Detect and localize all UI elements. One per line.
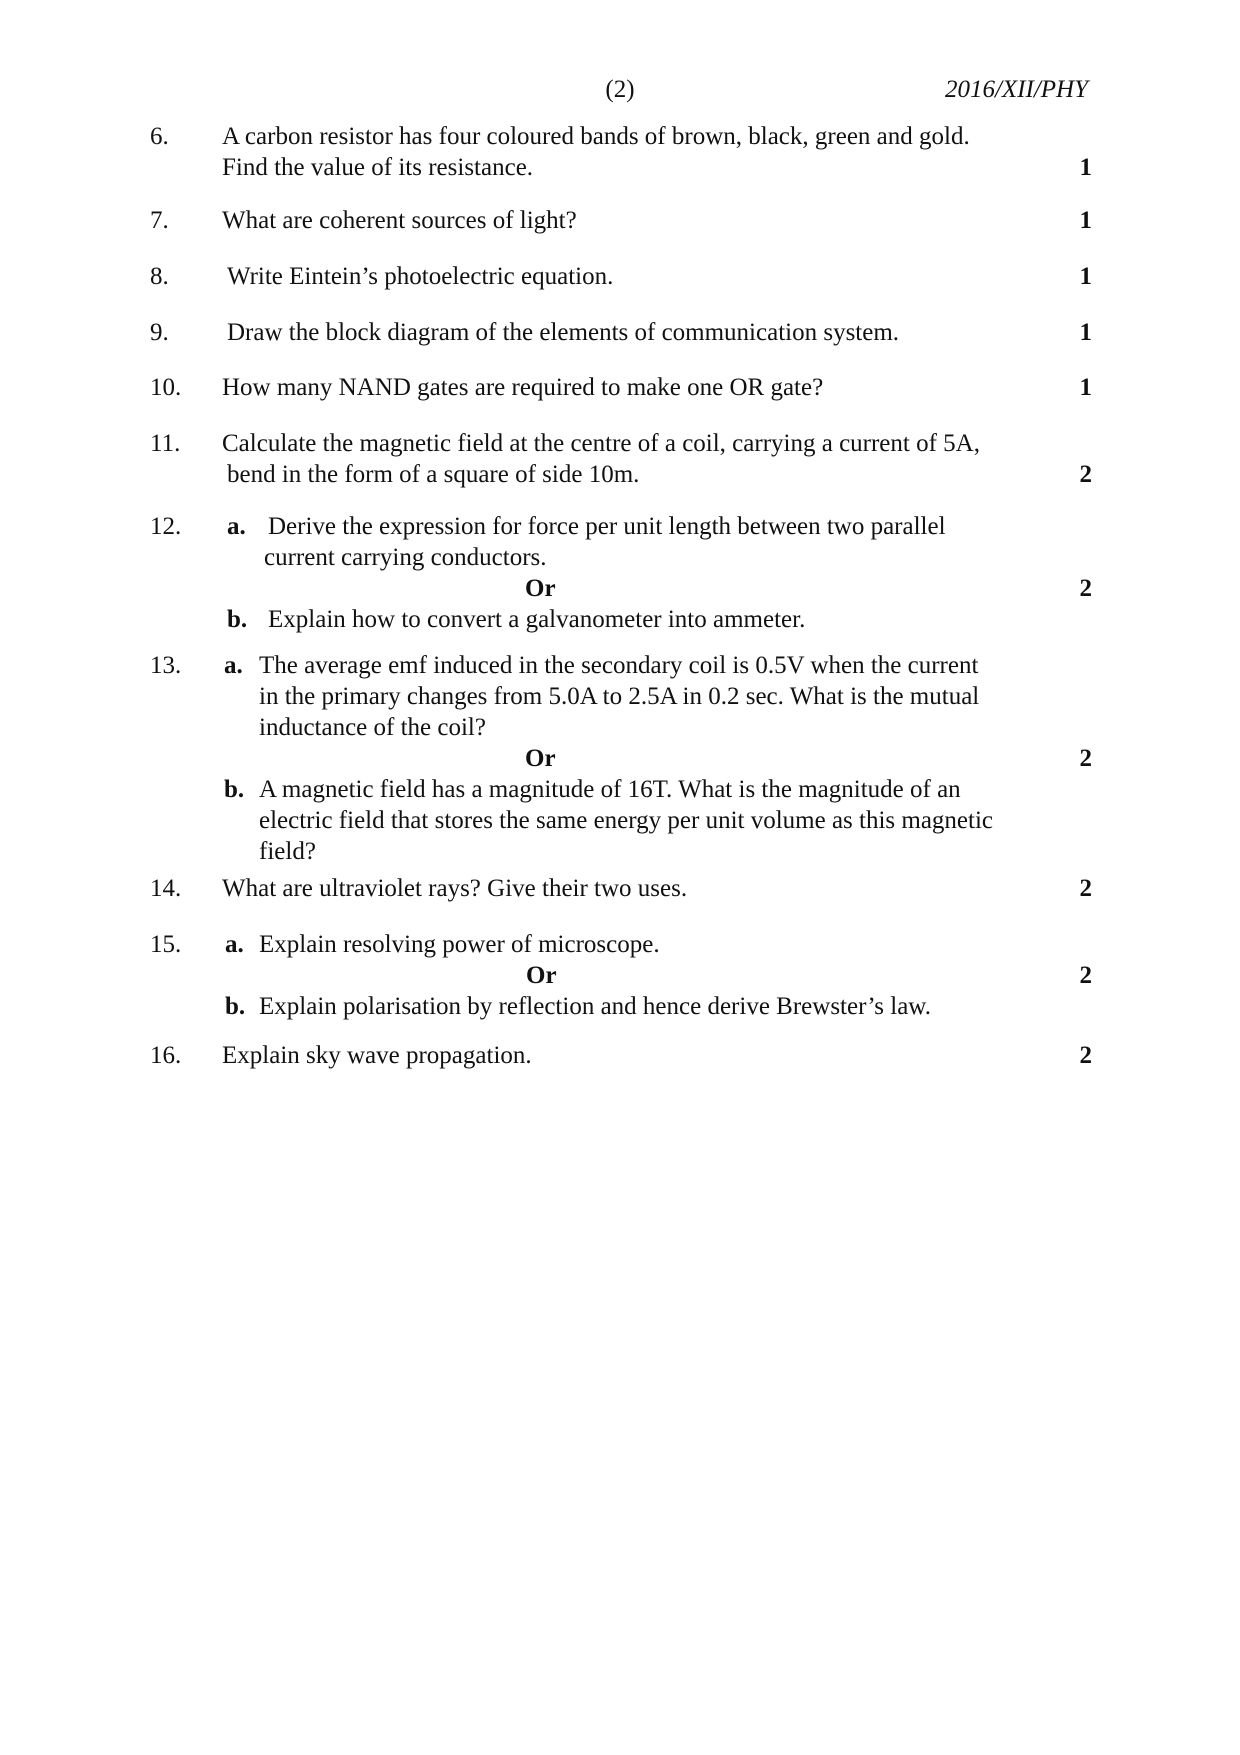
part-b-text: A magnetic field has a magnitude of 16T. What is the magnitude of an electric field that stores the same energy per unit volume as this magnetic field?	[259, 776, 994, 865]
question-number: 16.	[150, 1042, 182, 1069]
part-b-text: Explain how to convert a galvanometer into ammeter.	[268, 606, 806, 633]
part-b-label: b.	[227, 606, 248, 633]
part-a-text: The average emf induced in the secondary coil is 0.5V when the current in the primary changes from 5.0A to 2.5A in 0.2 sec. What is the mutual inductance of the coil?	[259, 652, 980, 741]
question-marks: 2	[1079, 745, 1092, 772]
or-separator: Or	[526, 962, 557, 989]
question-text: How many NAND gates are required to make one OR gate?	[222, 374, 824, 401]
question-number: 6.	[150, 123, 169, 150]
question-marks: 2	[1079, 962, 1092, 989]
question-marks: 2	[1079, 461, 1092, 488]
question-number: 15.	[150, 931, 182, 958]
question-marks: 1	[1079, 207, 1092, 234]
part-b-label: b.	[225, 993, 246, 1020]
question-text: Write Eintein’s photoelectric equation.	[227, 263, 614, 290]
part-a-label: a.	[224, 652, 243, 679]
question-text: Draw the block diagram of the elements of communication system.	[227, 319, 900, 346]
question-marks: 2	[1079, 875, 1092, 902]
part-a-text: Explain resolving power of microscope.	[259, 931, 660, 958]
part-a-text: Derive the expression for force per unit length between two parallel current carrying conductors.	[264, 513, 946, 571]
question-text: Explain sky wave propagation.	[222, 1042, 532, 1069]
part-a-label: a.	[225, 931, 244, 958]
question-number: 7.	[150, 207, 169, 234]
question-number: 12.	[150, 513, 182, 540]
question-text: Calculate the magnetic field at the centre of a coil, carrying a current of 5A, bend in the form of a square of side 10m.	[222, 430, 980, 488]
question-text: What are ultraviolet rays? Give their two uses.	[222, 875, 688, 902]
question-number: 13.	[150, 652, 182, 679]
question-marks: 1	[1079, 263, 1092, 290]
question-text: A carbon resistor has four coloured bands of brown, black, green and gold. Find the value of its resistance.	[222, 123, 970, 181]
part-a-label: a.	[227, 513, 246, 540]
or-separator: Or	[525, 745, 556, 772]
question-number: 11.	[150, 430, 181, 457]
question-marks: 1	[1079, 374, 1092, 401]
question-marks: 1	[1079, 154, 1092, 181]
question-marks: 2	[1079, 1042, 1092, 1069]
question-number: 8.	[150, 263, 169, 290]
part-b-label: b.	[224, 776, 245, 803]
or-separator: Or	[525, 575, 556, 602]
question-marks: 1	[1079, 319, 1092, 346]
question-number: 14.	[150, 875, 182, 902]
page-number: (2)	[605, 76, 635, 103]
question-marks: 2	[1079, 575, 1092, 602]
paper-code: 2016/XII/PHY	[944, 76, 1088, 103]
question-text: What are coherent sources of light?	[222, 207, 577, 234]
question-number: 9.	[150, 319, 169, 346]
question-number: 10.	[150, 374, 182, 401]
part-b-text: Explain polarisation by reflection and hence derive Brewster’s law.	[259, 993, 931, 1020]
